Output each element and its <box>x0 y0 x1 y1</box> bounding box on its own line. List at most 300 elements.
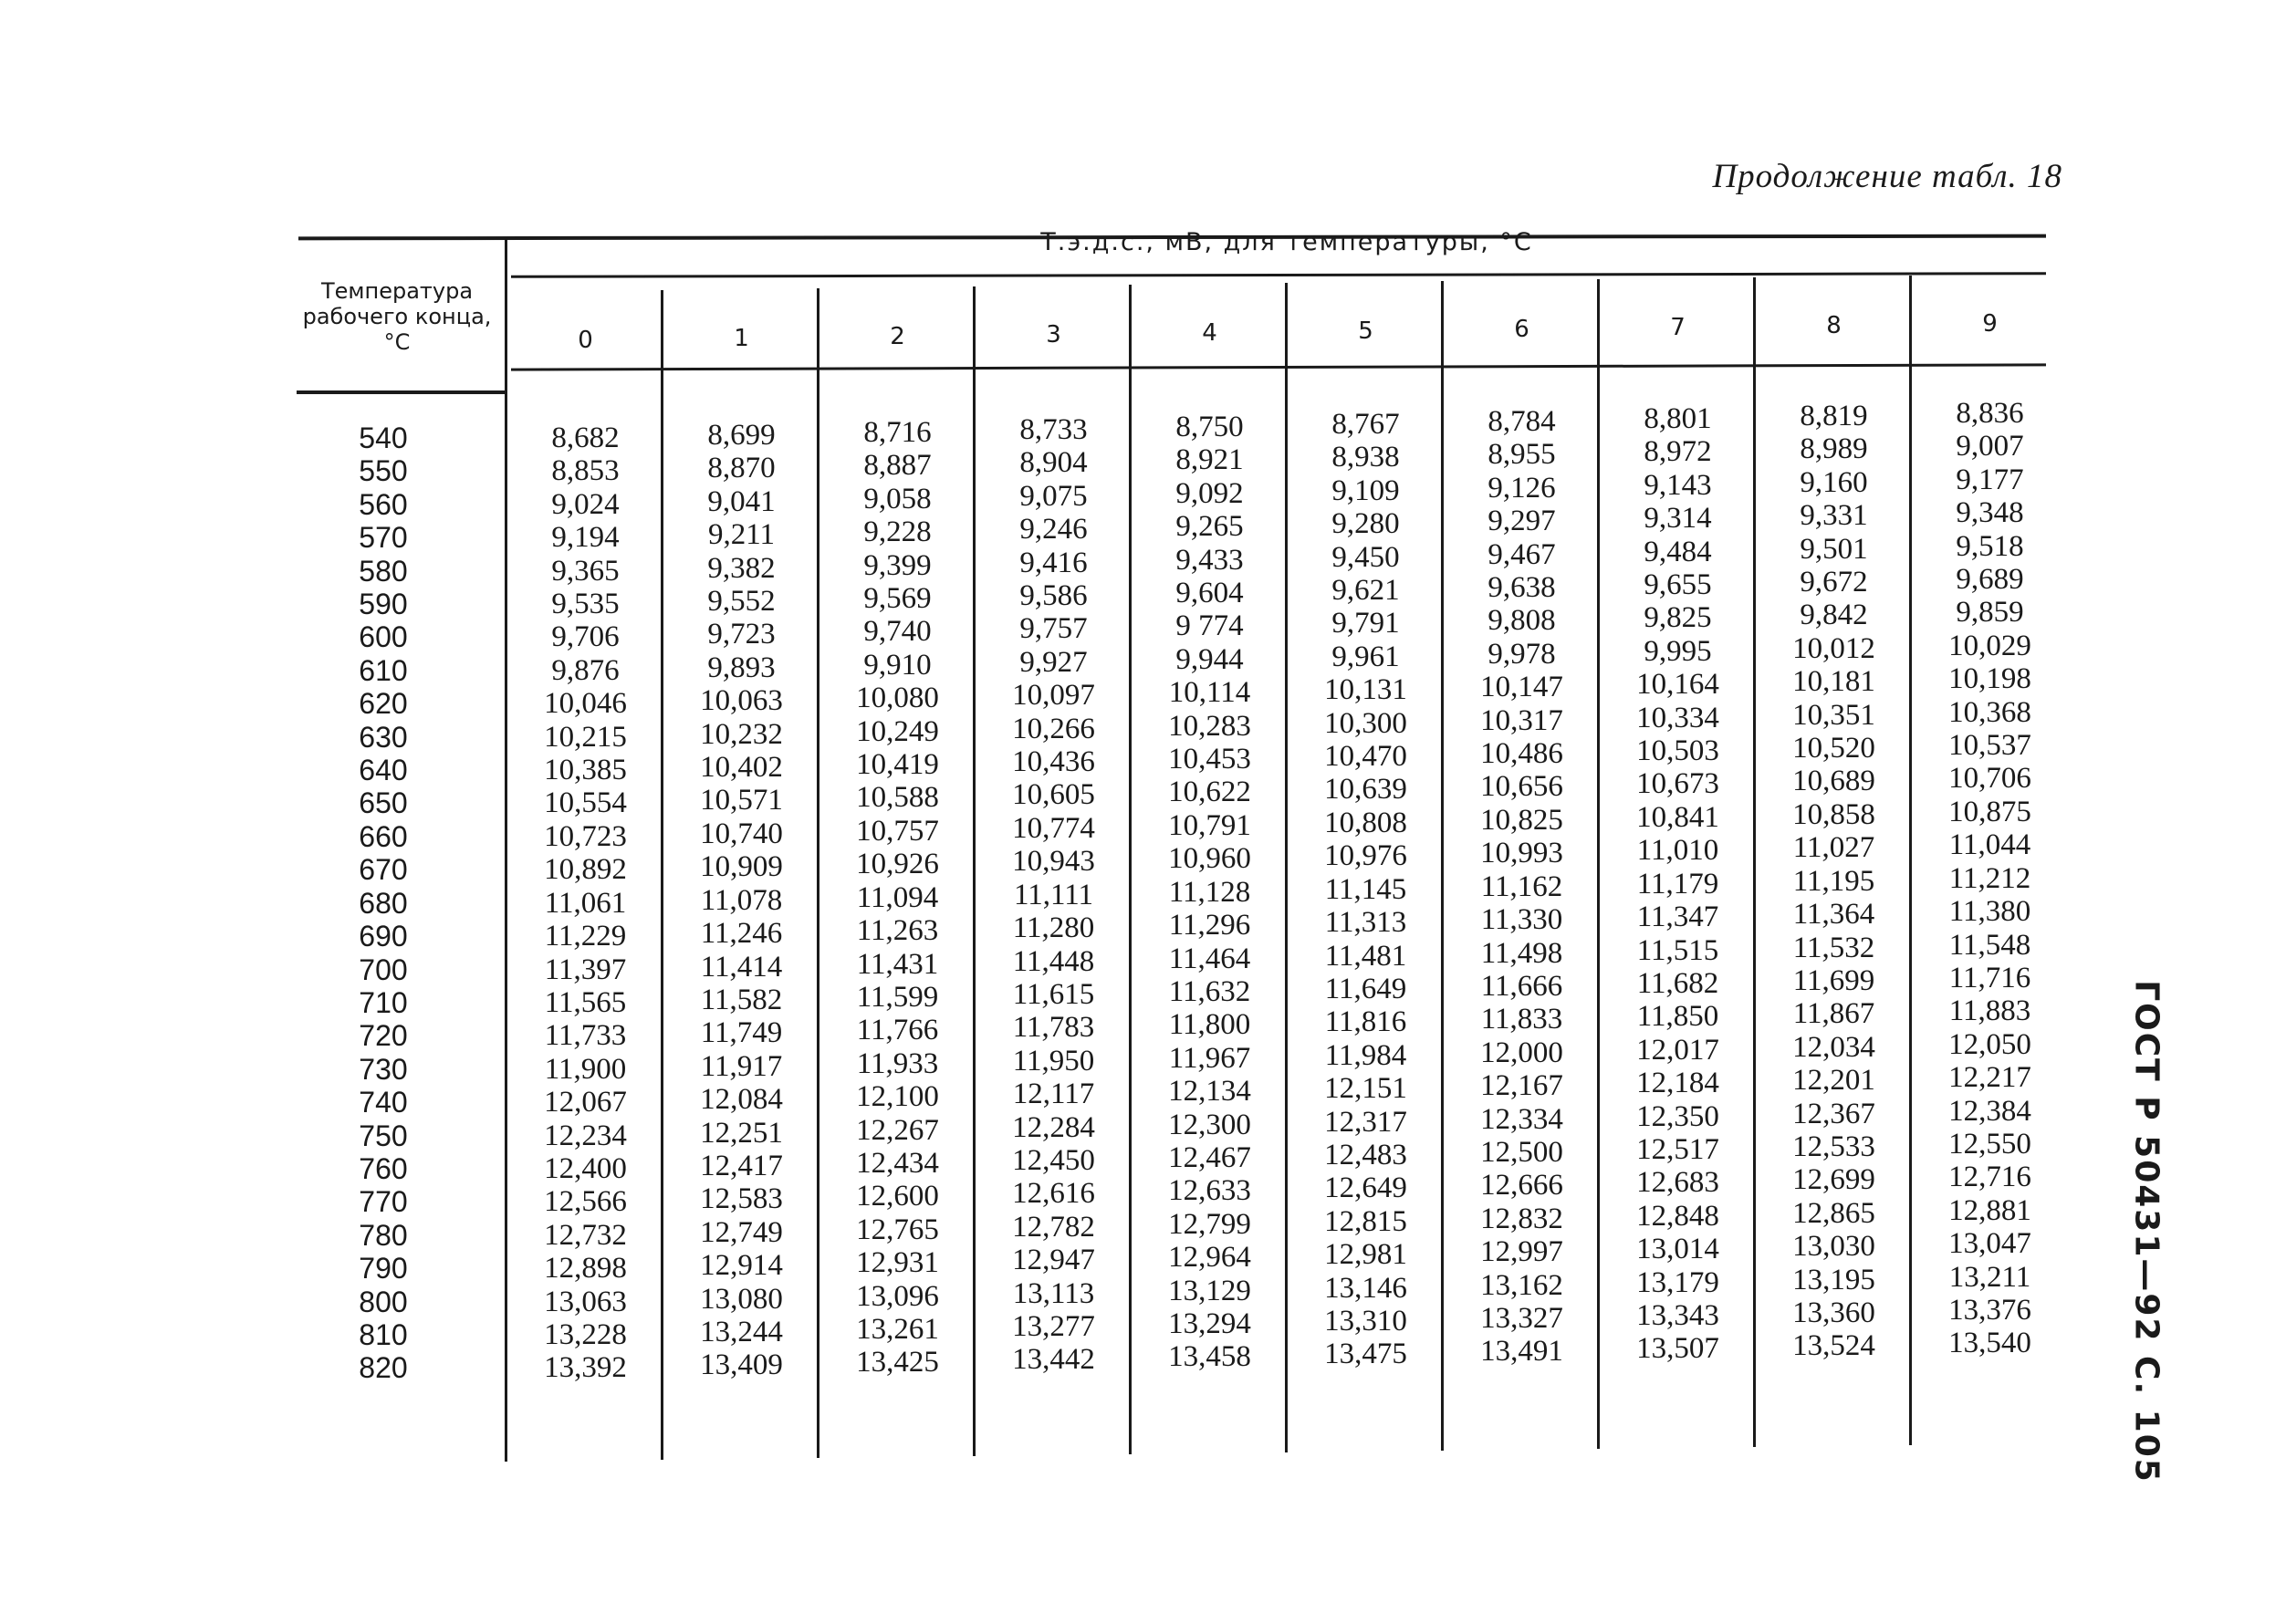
value-cell: 9,723 <box>707 618 776 651</box>
value-cell: 11,296 <box>1168 909 1251 942</box>
table-caption: Продолжение табл. 18 <box>1712 158 2062 195</box>
value-column-1 <box>663 419 819 1382</box>
value-cell: 12,050 <box>1948 1027 2031 1061</box>
value-cell: 12,633 <box>1168 1174 1251 1208</box>
value-cell: 12,533 <box>1792 1130 1875 1163</box>
value-cell: 10,147 <box>1480 671 1563 704</box>
value-cell: 9,399 <box>863 548 932 582</box>
value-cell: 11,078 <box>700 883 783 917</box>
value-cell: 13,491 <box>1480 1335 1563 1369</box>
value-cell: 12,799 <box>1168 1207 1251 1241</box>
value-cell: 10,706 <box>1948 762 2031 796</box>
value-cell: 9,842 <box>1800 599 1868 632</box>
temperature-cell: 580 <box>359 554 408 588</box>
value-cell: 11,195 <box>1792 864 1875 898</box>
value-cell: 9,586 <box>1019 579 1088 613</box>
value-cell: 11,615 <box>1012 977 1095 1011</box>
temperature-cell: 630 <box>359 720 408 754</box>
value-cell: 11,481 <box>1324 939 1407 973</box>
value-cell: 11,280 <box>1012 911 1095 945</box>
value-cell: 12,450 <box>1012 1143 1095 1177</box>
value-cell: 10,571 <box>700 784 783 817</box>
value-cell: 9,876 <box>551 653 620 687</box>
value-cell: 8,836 <box>1956 397 2024 430</box>
value-cell: 10,656 <box>1480 770 1563 804</box>
value-cell: 11,330 <box>1480 903 1563 937</box>
value-cell: 11,094 <box>856 880 939 914</box>
value-cell: 12,666 <box>1480 1169 1563 1202</box>
value-cell: 9,995 <box>1644 634 1712 668</box>
value-cell: 12,600 <box>856 1180 939 1213</box>
value-cell: 12,100 <box>856 1080 939 1114</box>
value-cell: 11,263 <box>856 914 939 948</box>
value-cell: 11,532 <box>1792 931 1875 964</box>
value-cell: 10,419 <box>856 748 939 782</box>
value-cell: 8,921 <box>1175 443 1244 477</box>
value-cell: 12,815 <box>1324 1204 1407 1238</box>
value-cell: 11,867 <box>1792 997 1875 1031</box>
value-cell: 11,783 <box>1012 1011 1095 1045</box>
value-cell: 13,014 <box>1636 1233 1719 1266</box>
value-cell: 9,961 <box>1331 640 1400 673</box>
value-cell: 8,682 <box>551 422 620 454</box>
value-cell: 12,350 <box>1636 1099 1719 1133</box>
value-cell: 12,217 <box>1948 1061 2031 1095</box>
value-cell: 8,784 <box>1487 405 1556 438</box>
temperature-cell: 650 <box>359 786 408 820</box>
value-cell: 13,360 <box>1792 1296 1875 1329</box>
value-cell: 10,232 <box>700 717 783 751</box>
value-cell: 13,080 <box>700 1282 783 1316</box>
temperature-cell: 550 <box>359 454 408 488</box>
value-cell: 9,041 <box>707 484 776 518</box>
value-cell: 11,414 <box>700 950 783 984</box>
value-cell: 8,853 <box>551 454 620 488</box>
value-cell: 8,801 <box>1644 402 1712 435</box>
value-cell: 10,012 <box>1792 631 1875 665</box>
temperature-cell: 620 <box>359 687 408 721</box>
value-cell: 11,061 <box>544 886 627 920</box>
value-cell: 9,501 <box>1800 532 1868 566</box>
value-cell: 10,436 <box>1012 745 1095 779</box>
value-cell: 10,825 <box>1480 803 1563 837</box>
value-column-7 <box>1600 402 1756 1366</box>
value-cell: 11,027 <box>1792 831 1875 865</box>
value-cell: 9,740 <box>863 615 932 649</box>
value-cell: 10,486 <box>1480 737 1563 771</box>
value-cell: 10,046 <box>544 687 627 721</box>
value-cell: 11,246 <box>700 917 783 951</box>
value-cell: 12,964 <box>1168 1241 1251 1275</box>
value-cell: 10,181 <box>1792 665 1875 699</box>
temperature-cell: 820 <box>359 1351 408 1385</box>
value-cell: 11,716 <box>1948 961 2031 994</box>
value-cell: 12,251 <box>700 1116 783 1150</box>
value-cell: 8,904 <box>1019 446 1088 480</box>
value-cell: 13,162 <box>1480 1268 1563 1302</box>
value-cell: 9,621 <box>1331 574 1400 608</box>
value-cell: 10,317 <box>1480 703 1563 737</box>
value-cell: 13,129 <box>1168 1274 1251 1307</box>
value-cell: 12,732 <box>544 1218 627 1252</box>
value-cell: 12,234 <box>544 1119 627 1152</box>
value-cell: 13,475 <box>1324 1338 1407 1371</box>
value-cell: 11,464 <box>1168 942 1251 975</box>
value-cell: 11,649 <box>1324 972 1407 1005</box>
value-cell: 11,833 <box>1480 1003 1563 1036</box>
value-cell: 12,616 <box>1012 1177 1095 1211</box>
value-cell: 10,960 <box>1168 842 1251 876</box>
value-cell: 11,582 <box>700 983 783 1016</box>
value-cell: 10,334 <box>1636 701 1719 734</box>
value-cell: 12,117 <box>1012 1077 1095 1111</box>
value-cell: 11,984 <box>1324 1038 1407 1072</box>
value-cell: 12,034 <box>1792 1030 1875 1064</box>
value-cell: 12,434 <box>856 1146 939 1180</box>
temperature-cell: 740 <box>359 1086 408 1119</box>
value-cell: 11,128 <box>1168 875 1251 909</box>
value-cell: 9,808 <box>1487 604 1556 638</box>
value-cell: 11,347 <box>1636 900 1719 934</box>
value-cell: 13,343 <box>1636 1298 1719 1332</box>
temperature-cell: 610 <box>359 653 408 687</box>
column-header-3: 3 <box>1046 321 1061 349</box>
value-cell: 8,750 <box>1175 411 1244 443</box>
value-cell: 12,317 <box>1324 1105 1407 1139</box>
value-cell: 13,244 <box>700 1315 783 1348</box>
value-cell: 9,910 <box>863 648 932 682</box>
value-cell: 11,229 <box>544 920 627 953</box>
value-cell: 12,084 <box>700 1083 783 1117</box>
value-cell: 10,029 <box>1948 629 2031 662</box>
value-cell: 11,565 <box>544 985 627 1019</box>
value-cell: 10,639 <box>1324 773 1407 807</box>
value-cell: 12,384 <box>1948 1094 2031 1128</box>
temperature-cell: 600 <box>359 620 408 654</box>
value-cell: 9,433 <box>1175 543 1244 577</box>
value-cell: 13,540 <box>1948 1327 2031 1360</box>
temperature-cell: 660 <box>359 819 408 853</box>
value-cell: 9,569 <box>863 582 932 616</box>
value-cell: 11,515 <box>1636 933 1719 967</box>
value-cell: 11,967 <box>1168 1041 1251 1075</box>
value-cell: 9,280 <box>1331 507 1400 541</box>
value-cell: 11,212 <box>1948 861 2031 895</box>
value-cell: 10,858 <box>1792 797 1875 831</box>
value-cell: 13,261 <box>856 1312 939 1346</box>
value-cell: 10,164 <box>1636 668 1719 702</box>
value-cell: 13,442 <box>1012 1343 1095 1377</box>
value-cell: 9,484 <box>1644 535 1712 568</box>
value-cell: 8,989 <box>1800 432 1868 466</box>
value-cell: 12,334 <box>1480 1102 1563 1136</box>
value-cell: 11,682 <box>1636 966 1719 1000</box>
value-cell: 12,898 <box>544 1252 627 1286</box>
value-cell: 9,109 <box>1331 474 1400 507</box>
value-cell: 9,143 <box>1644 468 1712 502</box>
column-header-1: 1 <box>734 325 749 352</box>
value-cell: 11,448 <box>1012 944 1095 978</box>
value-cell: 9,058 <box>863 482 932 515</box>
value-cell: 8,870 <box>707 452 776 485</box>
value-cell: 12,367 <box>1792 1097 1875 1130</box>
temperature-cell: 570 <box>359 521 408 555</box>
value-cell: 8,733 <box>1019 413 1088 446</box>
value-cell: 13,392 <box>544 1351 627 1385</box>
value-cell: 11,010 <box>1636 834 1719 868</box>
value-cell: 9,160 <box>1800 465 1868 499</box>
value-cell: 10,943 <box>1012 845 1095 879</box>
value-cell: 12,284 <box>1012 1110 1095 1144</box>
value-cell: 11,883 <box>1948 994 2031 1028</box>
value-cell: 9,024 <box>551 487 620 521</box>
value-cell: 10,875 <box>1948 795 2031 828</box>
value-cell: 10,215 <box>544 720 627 754</box>
value-cell: 10,114 <box>1168 676 1251 710</box>
value-cell: 11,313 <box>1324 906 1407 940</box>
value-cell: 12,914 <box>700 1249 783 1283</box>
value-cell: 10,976 <box>1324 839 1407 873</box>
value-cell: 11,498 <box>1480 936 1563 970</box>
value-cell: 8,699 <box>707 419 776 452</box>
value-cell: 10,723 <box>544 819 627 853</box>
value-column-0 <box>507 422 663 1385</box>
value-cell: 11,950 <box>1012 1044 1095 1077</box>
value-cell: 10,520 <box>1792 732 1875 765</box>
value-cell: 9,348 <box>1956 496 2024 530</box>
value-cell: 13,063 <box>544 1285 627 1318</box>
value-cell: 12,417 <box>700 1149 783 1182</box>
value-cell: 13,228 <box>544 1317 627 1351</box>
value-cell: 12,881 <box>1948 1193 2031 1227</box>
value-cell: 12,981 <box>1324 1238 1407 1272</box>
value-cell: 11,766 <box>856 1014 939 1047</box>
value-cell: 13,195 <box>1792 1263 1875 1296</box>
value-cell: 11,816 <box>1324 1005 1407 1039</box>
value-cell: 10,080 <box>856 682 939 715</box>
value-cell: 9,297 <box>1487 505 1556 538</box>
value-cell: 9,382 <box>707 551 776 585</box>
value-cell: 12,267 <box>856 1113 939 1147</box>
value-cell: 10,926 <box>856 848 939 881</box>
value-cell: 9,859 <box>1956 596 2024 630</box>
group-header-label: Т.э.д.с., мВ, для температуры, °С <box>1040 228 1533 256</box>
value-cell: 9,927 <box>1019 645 1088 679</box>
value-cell: 9,944 <box>1175 642 1244 676</box>
temperature-column <box>315 422 452 1385</box>
value-cell: 13,096 <box>856 1279 939 1313</box>
value-column-5 <box>1288 408 1444 1371</box>
value-cell: 11,044 <box>1948 828 2031 862</box>
value-cell: 9,672 <box>1800 566 1868 599</box>
value-cell: 11,364 <box>1792 898 1875 932</box>
value-cell: 9,450 <box>1331 540 1400 574</box>
value-cell: 12,583 <box>700 1182 783 1216</box>
value-cell: 10,097 <box>1012 679 1095 713</box>
value-cell: 8,955 <box>1487 438 1556 472</box>
value-cell: 12,749 <box>700 1215 783 1249</box>
value-column-4 <box>1132 411 1288 1374</box>
value-cell: 10,198 <box>1948 662 2031 696</box>
value-cell: 9,246 <box>1019 513 1088 547</box>
value-cell: 8,716 <box>863 416 932 449</box>
temperature-cell: 760 <box>359 1151 408 1185</box>
value-cell: 10,774 <box>1012 811 1095 845</box>
value-cell: 8,972 <box>1644 435 1712 469</box>
group-header-rule <box>511 272 2046 278</box>
value-cell: 10,453 <box>1168 743 1251 776</box>
value-cell: 13,277 <box>1012 1309 1095 1343</box>
value-cell: 10,063 <box>700 684 783 718</box>
temperature-cell: 590 <box>359 588 408 621</box>
column-header-5: 5 <box>1358 318 1373 345</box>
value-cell: 8,887 <box>863 449 932 483</box>
temperature-cell: 670 <box>359 853 408 887</box>
temperature-cell: 640 <box>359 754 408 787</box>
value-cell: 10,385 <box>544 754 627 787</box>
temperature-cell: 720 <box>359 1019 408 1053</box>
value-cell: 12,467 <box>1168 1140 1251 1174</box>
value-cell: 9,552 <box>707 585 776 619</box>
temperature-cell: 770 <box>359 1185 408 1219</box>
temperature-cell: 790 <box>359 1252 408 1286</box>
value-cell: 9,689 <box>1956 563 2024 597</box>
value-cell: 9,604 <box>1175 577 1244 610</box>
value-cell: 9,638 <box>1487 571 1556 605</box>
value-cell: 9,092 <box>1175 476 1244 510</box>
value-cell: 10,266 <box>1012 712 1095 745</box>
value-cell: 13,113 <box>1012 1276 1095 1310</box>
value-cell: 11,179 <box>1636 867 1719 900</box>
column-header-8: 8 <box>1826 312 1842 339</box>
value-cell: 12,848 <box>1636 1199 1719 1233</box>
value-cell: 10,283 <box>1168 709 1251 743</box>
value-cell: 10,689 <box>1792 765 1875 798</box>
value-cell: 10,740 <box>700 817 783 850</box>
value-column-6 <box>1444 405 1600 1369</box>
value-cell: 11,632 <box>1168 974 1251 1008</box>
value-cell: 12,997 <box>1480 1235 1563 1269</box>
value-cell: 12,400 <box>544 1151 627 1185</box>
temperature-cell: 750 <box>359 1119 408 1152</box>
value-cell: 12,832 <box>1480 1202 1563 1235</box>
temperature-cell: 810 <box>359 1317 408 1351</box>
row-header-label: Температура рабочего конца, °С <box>302 278 492 355</box>
value-cell: 10,993 <box>1480 837 1563 870</box>
value-cell: 9,177 <box>1956 463 2024 496</box>
value-cell: 12,865 <box>1792 1196 1875 1230</box>
value-cell: 9,791 <box>1331 607 1400 640</box>
value-cell: 11,666 <box>1480 969 1563 1003</box>
temperature-cell: 560 <box>359 487 408 521</box>
value-cell: 12,000 <box>1480 1036 1563 1069</box>
value-cell: 10,757 <box>856 814 939 848</box>
value-cell: 13,507 <box>1636 1332 1719 1366</box>
value-cell: 12,716 <box>1948 1161 2031 1194</box>
value-cell: 12,067 <box>544 1086 627 1119</box>
value-cell: 13,327 <box>1480 1301 1563 1335</box>
value-cell: 10,368 <box>1948 695 2031 729</box>
value-cell: 9,075 <box>1019 479 1088 513</box>
value-cell: 10,351 <box>1792 698 1875 732</box>
value-cell: 13,425 <box>856 1346 939 1379</box>
value-cell: 9,706 <box>551 620 620 654</box>
value-cell: 13,146 <box>1324 1271 1407 1305</box>
value-cell: 13,030 <box>1792 1230 1875 1264</box>
header-bottom-rule <box>297 390 506 394</box>
value-column-8 <box>1756 400 1912 1363</box>
value-cell: 9,978 <box>1487 637 1556 671</box>
column-header-0: 0 <box>578 327 593 354</box>
value-cell: 13,458 <box>1168 1340 1251 1374</box>
value-cell: 10,622 <box>1168 776 1251 809</box>
value-cell: 10,300 <box>1324 706 1407 740</box>
value-cell: 13,294 <box>1168 1306 1251 1340</box>
value-cell: 10,909 <box>700 850 783 884</box>
value-cell: 12,765 <box>856 1213 939 1246</box>
temperature-cell: 800 <box>359 1285 408 1318</box>
value-cell: 12,184 <box>1636 1067 1719 1100</box>
value-cell: 12,931 <box>856 1246 939 1280</box>
column-header-9: 9 <box>1982 310 1998 338</box>
value-cell: 10,841 <box>1636 800 1719 834</box>
value-cell: 10,808 <box>1324 806 1407 839</box>
value-cell: 10,537 <box>1948 729 2031 763</box>
value-cell: 11,917 <box>700 1049 783 1083</box>
value-cell: 12,550 <box>1948 1127 2031 1161</box>
value-cell: 12,167 <box>1480 1069 1563 1103</box>
value-cell: 13,047 <box>1948 1227 2031 1261</box>
value-cell: 10,470 <box>1324 740 1407 774</box>
value-column-2 <box>819 416 976 1379</box>
column-header-7: 7 <box>1670 314 1686 341</box>
value-cell: 8,819 <box>1800 400 1868 432</box>
temperature-cell: 710 <box>359 985 408 1019</box>
value-cell: 8,767 <box>1331 408 1400 441</box>
value-cell: 12,699 <box>1792 1163 1875 1197</box>
value-cell: 9,655 <box>1644 568 1712 602</box>
value-cell: 11,145 <box>1324 872 1407 906</box>
document-code-text: ГОСТ Р 50431—92 С. 105 <box>2127 980 2166 1483</box>
value-cell: 9,518 <box>1956 529 2024 563</box>
temperature-cell: 680 <box>359 886 408 920</box>
value-cell: 10,503 <box>1636 734 1719 768</box>
value-cell: 12,947 <box>1012 1244 1095 1277</box>
value-cell: 10,402 <box>700 751 783 785</box>
value-cell: 9,314 <box>1644 502 1712 536</box>
value-cell: 10,554 <box>544 786 627 820</box>
value-column-3 <box>976 413 1132 1377</box>
value-cell: 10,605 <box>1012 778 1095 812</box>
value-cell: 9,416 <box>1019 546 1088 579</box>
value-cell: 13,310 <box>1324 1304 1407 1338</box>
value-cell: 10,131 <box>1324 673 1407 707</box>
value-cell: 9,211 <box>707 518 776 552</box>
value-cell: 12,683 <box>1636 1166 1719 1200</box>
temperature-cell: 690 <box>359 920 408 953</box>
value-cell: 8,938 <box>1331 441 1400 474</box>
value-cell: 11,900 <box>544 1052 627 1086</box>
value-column-9 <box>1912 397 2068 1360</box>
value-cell: 11,431 <box>856 947 939 981</box>
value-cell: 9,331 <box>1800 499 1868 533</box>
temperature-cell: 780 <box>359 1218 408 1252</box>
value-cell: 12,517 <box>1636 1132 1719 1166</box>
value-cell: 9,893 <box>707 651 776 684</box>
value-cell: 13,211 <box>1948 1260 2031 1294</box>
value-cell: 12,300 <box>1168 1108 1251 1141</box>
value-cell: 9,126 <box>1487 471 1556 505</box>
